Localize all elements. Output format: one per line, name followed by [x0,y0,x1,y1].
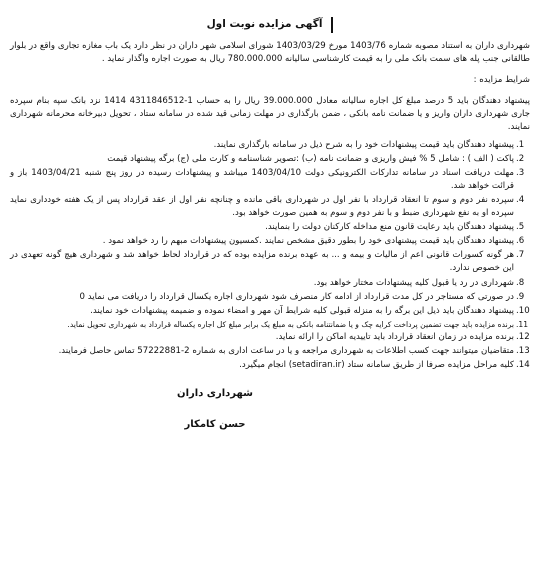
item-number: 1. [516,139,525,150]
item-number: 8. [516,277,525,288]
title-bar [331,17,333,33]
list-item [10,345,530,358]
list-item [10,153,525,166]
list-item [10,249,525,275]
list-item [10,221,525,234]
item-number: 4. [516,194,525,205]
item-text: مهلت دریافت اسناد در سامانه تدارکات الکترونیکی دولت 1403/04/10 میباشد و پیشنهادات رسیده در روز پنج شنبه 1403/04/21 باز و قرائت خواهد شد. [10,167,514,191]
intro-paragraph: شهرداری داران به استناد مصوبه شماره 1403/76 مورخ 1403/03/29 شورای اسلامی شهر داران در نظر دارد یک باب مغازه تجاری واقع در بلوار طالقانی جنب پله های سمت بانک ملی را به قیمت کارشناسی سالیانه 780.000.000 ریال به صورت اجاره واگذار نماید . [10,41,531,65]
list-item [10,139,525,152]
item-number: 3. [516,167,525,178]
title-row [10,12,530,38]
item-number: 6. [516,236,525,247]
list-item [10,331,530,344]
list-item [10,291,525,304]
conditions-heading: شرایط مزایده : [473,75,530,86]
item-number: 13. [516,346,530,357]
list-item [10,305,530,318]
item-number: 11. [516,319,529,329]
item-text: کلیه مراحل مزایده صرفا از طریق سامانه ستاد (setadiran.ir) انجام میگیرد. [239,360,514,371]
list-item [10,359,530,372]
item-text: پیشنهاد دهندگان باید قیمت پیشنهادی خود را بطور دقیق مشخص نمایند .کمسیون پیشنهادات مبهم را رد خواهد نمود . [102,236,514,247]
list-item [10,235,525,248]
item-text: برنده مزایده باید جهت تضمین پرداخت کرایه چک و یا ضمانتنامه بانکی به مبلغ یک برابر مبلغ کل اجاره یکساله قرارداد به شهرداری تحویل نماید. [67,319,514,329]
item-number: 7. [516,250,525,261]
item-number: 9. [516,291,525,302]
item-text: پاکت ( الف ) : شامل 5 % فیش واریزی و ضمانت نامه (ب) :تصویر شناسنامه و کارت ملی (ج) برگه پیشنهاد قیمت [107,153,514,164]
item-number: 5. [516,222,525,233]
signature-organization: شهرداری داران [177,387,253,399]
page-title: آگهی مزایده نوبت اول [206,18,323,31]
item-text: برنده مزایده در زمان انعقاد قرارداد باید تاییدیه اماکن را ارائه نماید. [275,332,514,343]
item-text: سپرده نفر دوم و سوم تا انعقاد قرارداد با نفر اول در شهرداری باقی مانده و چنانچه نفر اول از عقد قرارداد پس از یک هفته خودداری نماید سپرده او به نفع شهرداری ضبط و با نفر دوم و سوم به همین صورت خواهد بود. [10,194,514,219]
item-text: شهرداری در رد یا قبول کلیه پیشنهادات مختار خواهد بود. [313,277,514,288]
item-number: 14. [516,360,530,371]
item-number: 10. [516,305,530,316]
item-number: 2. [516,153,525,164]
list-item [10,277,525,290]
item-text: در صورتی که مستاجر در کل مدت قرارداد از ادامه کار منصرف شود شهرداری اجاره یکسال قرارداد را دریافت می نماید 0 [79,291,514,302]
list-item [10,194,525,220]
item-text: هر گونه کسورات قانونی اعم از مالیات و بیمه و ... به عهده برنده مزایده بوده که در قرارداد لحاظ خواهد شد و شهرداری هیچ گونه تعهدی در این خصوص ندارد. [10,250,514,274]
item-text: پیشنهاد دهندگان باید رعایت قانون منع مداخله کارکنان دولت را بنمایند. [265,222,514,233]
list-item [10,167,525,193]
item-text: پیشنهاد دهندگان باید ذیل این برگه را به منزله قبولی کلیه شرایط آن مهر و امضاء نموده و ضمیمه پیشنهادات خود نمایند. [90,305,514,316]
signature-name: حسن کامکار [184,418,246,430]
conditions-intro: پیشنهاد دهندگان باید 5 درصد مبلغ کل اجاره سالیانه معادل 39.000.000 ریال را به حساب 1-4311846512 1414 نزد بانک سپه بنام سپرده جاری شهرداری داران واریز و یا ضمانت نامه بانکی ، ضمن بارگذاری در مهلت زمانی قید شده در سامانه ستاد ، تحویل دبیرخانه محرمانه شهرداری نمایند. [10,96,531,133]
item-text: پیشنهاد دهندگان باید قیمت پیشنهادات خود را به شرح ذیل در سامانه بارگذاری نمایند. [213,139,514,150]
item-text: متقاضیان میتوانند جهت کسب اطلاعات به شهرداری مراجعه و یا در ساعت اداری به شماره 2-57222881 تماس حاصل فرمایند. [58,346,514,357]
list-item [10,319,529,331]
item-number: 12. [516,332,530,343]
conditions-list [10,139,530,373]
